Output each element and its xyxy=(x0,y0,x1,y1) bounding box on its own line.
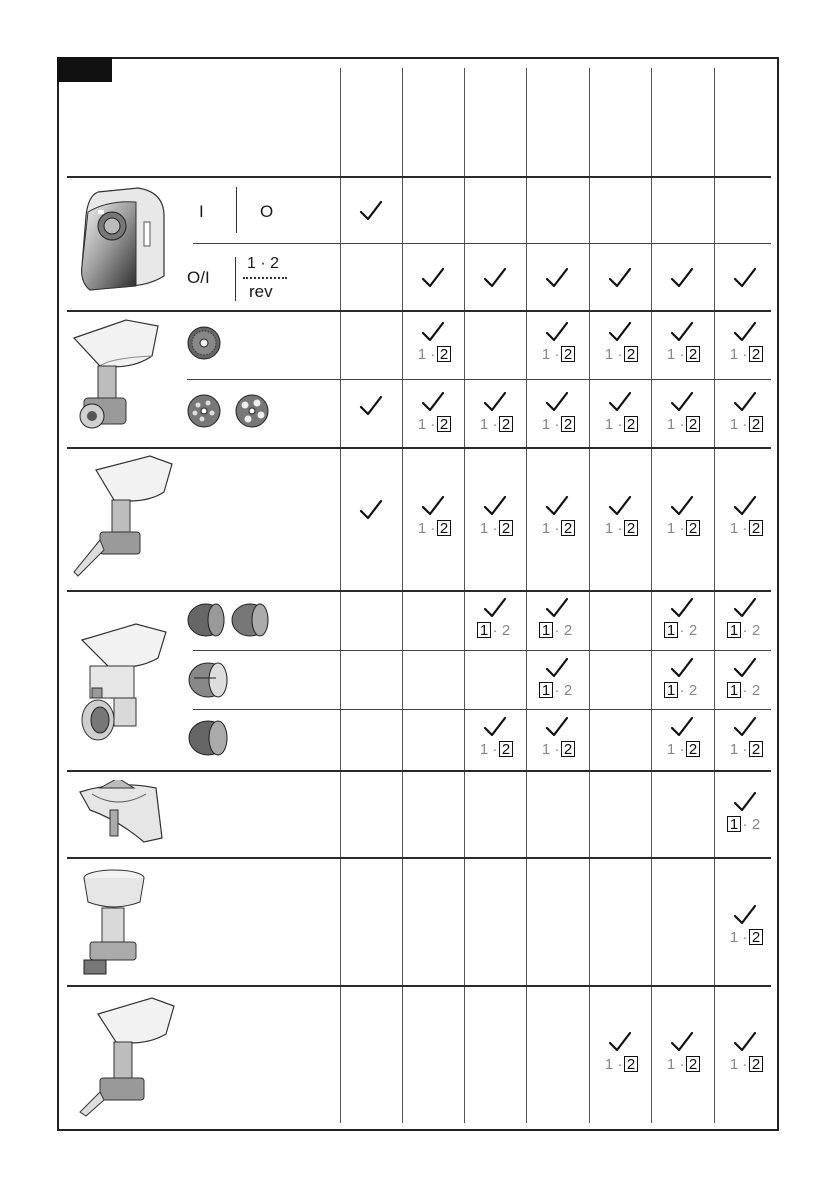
check-icon xyxy=(545,656,569,680)
mark-coarse-discs-col5 xyxy=(590,390,650,445)
mark-coarse-grater-drum-col4 xyxy=(527,715,587,770)
speed-indicator xyxy=(652,346,712,363)
check-icon xyxy=(670,390,694,414)
mark-sausage-attachment-col2 xyxy=(403,494,463,549)
berry-press-icon xyxy=(80,868,146,978)
speed-separator: · xyxy=(492,741,498,758)
speed-indicator xyxy=(715,929,775,946)
speed-separator: · xyxy=(679,622,685,639)
check-icon xyxy=(483,390,507,414)
speed-1: 1 xyxy=(541,520,551,537)
speed-2: 2 xyxy=(437,416,451,432)
speed-2: 2 xyxy=(749,741,763,757)
speed-separator: · xyxy=(430,520,436,537)
check-icon xyxy=(545,320,569,344)
speed-separator: · xyxy=(679,346,685,363)
speed-separator: · xyxy=(742,741,748,758)
speed-2: 2 xyxy=(749,416,763,432)
speed-2: 2 xyxy=(686,520,700,536)
speed-separator: · xyxy=(742,929,748,946)
check-icon xyxy=(421,266,445,290)
check-icon xyxy=(483,494,507,518)
speed-1: 1 xyxy=(729,741,739,758)
speed-separator: · xyxy=(742,622,748,639)
speed-2: 2 xyxy=(624,416,638,432)
speed-2: 2 xyxy=(437,520,451,536)
speed-separator: · xyxy=(617,346,623,363)
mark-switch-speeds-rev-col2 xyxy=(403,262,463,317)
mark-grater-drums-col3 xyxy=(465,596,525,651)
mark-sausage-attachment-col3 xyxy=(465,494,525,549)
speed-2: 2 xyxy=(499,416,513,432)
check-icon xyxy=(733,790,757,814)
check-icon xyxy=(483,715,507,739)
mark-grater-drums-col6 xyxy=(652,596,712,651)
mark-berry-press-col7 xyxy=(715,903,775,958)
speed-2: 2 xyxy=(561,741,575,757)
check-icon xyxy=(483,266,507,290)
speed-2: 2 xyxy=(624,1056,638,1072)
mark-switch-speeds-rev-col4 xyxy=(527,262,587,317)
speed-separator: · xyxy=(492,416,498,433)
mark-cookie-attachment-col7 xyxy=(715,1030,775,1085)
speed-separator: · xyxy=(679,682,685,699)
speed-2: 2 xyxy=(563,682,573,699)
mark-coarse-grater-drum-col7 xyxy=(715,715,775,770)
speed-2: 2 xyxy=(751,622,761,639)
grater-drums-icon xyxy=(186,600,276,640)
speed-separator: · xyxy=(742,346,748,363)
mark-fine-disc-col5 xyxy=(590,320,650,375)
speed-2: 2 xyxy=(501,622,511,639)
speed-1: 1 xyxy=(604,416,614,433)
speed-2: 2 xyxy=(499,520,513,536)
speed-indicator xyxy=(715,520,775,537)
check-icon xyxy=(733,903,757,927)
mark-slicer-drum-col6 xyxy=(652,656,712,711)
mark-switch-speeds-rev-col7 xyxy=(715,262,775,317)
speed-1: 1 xyxy=(479,416,489,433)
speed-indicator xyxy=(403,416,463,433)
speed-indicator xyxy=(527,682,587,699)
speed-1: 1 xyxy=(479,520,489,537)
speed-indicator xyxy=(652,622,712,639)
mark-slicer-drum-col4 xyxy=(527,656,587,711)
speed-2: 2 xyxy=(749,520,763,536)
speed-1: 1 xyxy=(727,622,741,638)
speed-indicator xyxy=(590,346,650,363)
check-icon xyxy=(421,494,445,518)
speed-separator: · xyxy=(679,741,685,758)
speed-2: 2 xyxy=(437,346,451,362)
speed-2: 2 xyxy=(688,622,698,639)
speed-indicator xyxy=(715,682,775,699)
check-icon xyxy=(733,596,757,620)
mark-coarse-grater-drum-col3 xyxy=(465,715,525,770)
check-icon xyxy=(545,266,569,290)
mark-grater-drums-col7 xyxy=(715,596,775,651)
speed-1: 1 xyxy=(417,346,427,363)
coarse-perforated-discs-icon xyxy=(186,393,274,429)
mark-fine-disc-col7 xyxy=(715,320,775,375)
speed-2: 2 xyxy=(561,520,575,536)
speed-indicator xyxy=(715,1056,775,1073)
speed-indicator xyxy=(590,416,650,433)
speed-indicator xyxy=(652,416,712,433)
check-icon xyxy=(483,596,507,620)
switch-on-off-label: O/I xyxy=(187,268,210,287)
speed-separator: · xyxy=(430,346,436,363)
speed-2: 2 xyxy=(624,346,638,362)
check-icon xyxy=(608,320,632,344)
meat-grinder-attachment-icon xyxy=(70,318,164,436)
check-icon xyxy=(545,494,569,518)
check-icon xyxy=(608,1030,632,1054)
mark-sausage-attachment-col1 xyxy=(341,494,401,549)
mark-grater-drums-col4 xyxy=(527,596,587,651)
speed-2: 2 xyxy=(688,682,698,699)
speed-indicator xyxy=(715,816,775,833)
check-icon xyxy=(545,596,569,620)
check-icon xyxy=(545,715,569,739)
switch-dotted-line xyxy=(243,277,287,279)
speed-1: 1 xyxy=(539,622,553,638)
check-icon xyxy=(670,596,694,620)
check-icon xyxy=(608,494,632,518)
speed-separator: · xyxy=(617,520,623,537)
speed-2: 2 xyxy=(751,816,761,833)
speed-separator: · xyxy=(554,416,560,433)
speed-1: 1 xyxy=(541,346,551,363)
speed-1: 1 xyxy=(417,520,427,537)
check-icon xyxy=(670,320,694,344)
speed-1: 1 xyxy=(729,416,739,433)
check-icon xyxy=(670,656,694,680)
speed-indicator xyxy=(465,622,525,639)
mark-coarse-discs-col7 xyxy=(715,390,775,445)
speed-separator: · xyxy=(742,1056,748,1073)
mark-cookie-attachment-col5 xyxy=(590,1030,650,1085)
mark-sausage-attachment-col5 xyxy=(590,494,650,549)
speed-separator: · xyxy=(679,520,685,537)
mark-coarse-discs-col4 xyxy=(527,390,587,445)
mark-switch-speeds-rev-col6 xyxy=(652,262,712,317)
check-icon xyxy=(608,390,632,414)
speed-indicator xyxy=(652,1056,712,1073)
speed-1: 1 xyxy=(666,1056,676,1073)
speed-2: 2 xyxy=(563,622,573,639)
speed-separator: · xyxy=(492,520,498,537)
switch-speeds-label: 1 · 2 xyxy=(247,255,280,272)
speed-separator: · xyxy=(742,520,748,537)
check-icon xyxy=(733,320,757,344)
speed-1: 1 xyxy=(604,346,614,363)
check-icon xyxy=(421,320,445,344)
speed-indicator xyxy=(527,346,587,363)
speed-1: 1 xyxy=(604,1056,614,1073)
speed-separator: · xyxy=(742,682,748,699)
speed-1: 1 xyxy=(729,1056,739,1073)
speed-1: 1 xyxy=(729,346,739,363)
citrus-press-icon xyxy=(78,780,168,850)
speed-1: 1 xyxy=(604,520,614,537)
speed-indicator xyxy=(715,741,775,758)
speed-2: 2 xyxy=(624,520,638,536)
fine-perforated-disc-icon xyxy=(186,325,222,361)
switch-reverse-label: rev xyxy=(249,282,273,301)
speed-separator: · xyxy=(742,816,748,833)
mark-coarse-discs-col6 xyxy=(652,390,712,445)
speed-separator: · xyxy=(617,416,623,433)
speed-indicator xyxy=(652,520,712,537)
speed-1: 1 xyxy=(666,741,676,758)
mark-switch-on-off-col1 xyxy=(341,195,401,250)
speed-2: 2 xyxy=(751,682,761,699)
speed-separator: · xyxy=(492,622,498,639)
speed-1: 1 xyxy=(479,741,489,758)
speed-1: 1 xyxy=(666,416,676,433)
speed-1: 1 xyxy=(664,622,678,638)
mark-citrus-press-col7 xyxy=(715,790,775,845)
speed-1: 1 xyxy=(539,682,553,698)
check-icon xyxy=(359,199,383,223)
check-icon xyxy=(670,494,694,518)
meat-grinder-base-icon xyxy=(78,186,168,292)
speed-indicator xyxy=(403,346,463,363)
mark-coarse-grater-drum-col6 xyxy=(652,715,712,770)
speed-separator: · xyxy=(554,520,560,537)
speed-2: 2 xyxy=(749,929,763,945)
speed-2: 2 xyxy=(561,416,575,432)
check-icon xyxy=(359,498,383,522)
check-icon xyxy=(733,656,757,680)
speed-separator: · xyxy=(554,682,560,699)
check-icon xyxy=(670,715,694,739)
speed-indicator xyxy=(715,416,775,433)
mark-sausage-attachment-col4 xyxy=(527,494,587,549)
mark-sausage-attachment-col6 xyxy=(652,494,712,549)
speed-separator: · xyxy=(742,416,748,433)
check-icon xyxy=(733,266,757,290)
speed-1: 1 xyxy=(729,929,739,946)
mark-fine-disc-col2 xyxy=(403,320,463,375)
check-icon xyxy=(670,266,694,290)
slicer-drum-icon xyxy=(186,660,232,700)
speed-indicator xyxy=(652,682,712,699)
shredder-attachment-icon xyxy=(78,622,172,742)
speed-indicator xyxy=(715,622,775,639)
mark-coarse-discs-col2 xyxy=(403,390,463,445)
speed-separator: · xyxy=(679,416,685,433)
speed-separator: · xyxy=(617,1056,623,1073)
speed-indicator xyxy=(403,520,463,537)
check-icon xyxy=(733,494,757,518)
mark-fine-disc-col4 xyxy=(527,320,587,375)
speed-indicator xyxy=(527,520,587,537)
speed-separator: · xyxy=(554,346,560,363)
speed-1: 1 xyxy=(477,622,491,638)
check-icon xyxy=(733,390,757,414)
mark-coarse-discs-col3 xyxy=(465,390,525,445)
check-icon xyxy=(359,394,383,418)
check-icon xyxy=(733,715,757,739)
speed-1: 1 xyxy=(727,816,741,832)
check-icon xyxy=(608,266,632,290)
speed-indicator xyxy=(590,1056,650,1073)
speed-1: 1 xyxy=(727,682,741,698)
switch-on-label: I xyxy=(199,202,204,221)
speed-separator: · xyxy=(679,1056,685,1073)
check-icon xyxy=(733,1030,757,1054)
language-tab xyxy=(57,57,112,82)
speed-separator: · xyxy=(554,741,560,758)
speed-2: 2 xyxy=(749,346,763,362)
check-icon xyxy=(421,390,445,414)
check-icon xyxy=(545,390,569,414)
speed-indicator xyxy=(590,520,650,537)
speed-1: 1 xyxy=(541,741,551,758)
coarse-grater-drum-icon xyxy=(186,718,232,758)
speed-1: 1 xyxy=(666,346,676,363)
speed-indicator xyxy=(527,741,587,758)
speed-indicator xyxy=(527,416,587,433)
speed-1: 1 xyxy=(541,416,551,433)
speed-2: 2 xyxy=(561,346,575,362)
mark-sausage-attachment-col7 xyxy=(715,494,775,549)
speed-2: 2 xyxy=(686,1056,700,1072)
switch-off-label: O xyxy=(260,202,274,221)
sausage-filler-attachment-icon xyxy=(70,452,174,580)
speed-indicator xyxy=(652,741,712,758)
speed-2: 2 xyxy=(686,741,700,757)
speed-indicator xyxy=(465,741,525,758)
cookie-attachment-icon xyxy=(76,996,176,1120)
speed-1: 1 xyxy=(729,520,739,537)
speed-indicator xyxy=(465,520,525,537)
mark-switch-speeds-rev-col5 xyxy=(590,262,650,317)
speed-2: 2 xyxy=(499,741,513,757)
mark-switch-speeds-rev-col3 xyxy=(465,262,525,317)
speed-1: 1 xyxy=(417,416,427,433)
speed-2: 2 xyxy=(749,1056,763,1072)
mark-cookie-attachment-col6 xyxy=(652,1030,712,1085)
speed-indicator xyxy=(527,622,587,639)
speed-1: 1 xyxy=(666,520,676,537)
mark-fine-disc-col6 xyxy=(652,320,712,375)
check-icon xyxy=(670,1030,694,1054)
speed-indicator xyxy=(465,416,525,433)
mark-slicer-drum-col7 xyxy=(715,656,775,711)
speed-separator: · xyxy=(430,416,436,433)
speed-indicator xyxy=(715,346,775,363)
speed-1: 1 xyxy=(664,682,678,698)
speed-2: 2 xyxy=(686,416,700,432)
speed-2: 2 xyxy=(686,346,700,362)
mark-coarse-discs-col1 xyxy=(341,390,401,445)
speed-separator: · xyxy=(554,622,560,639)
